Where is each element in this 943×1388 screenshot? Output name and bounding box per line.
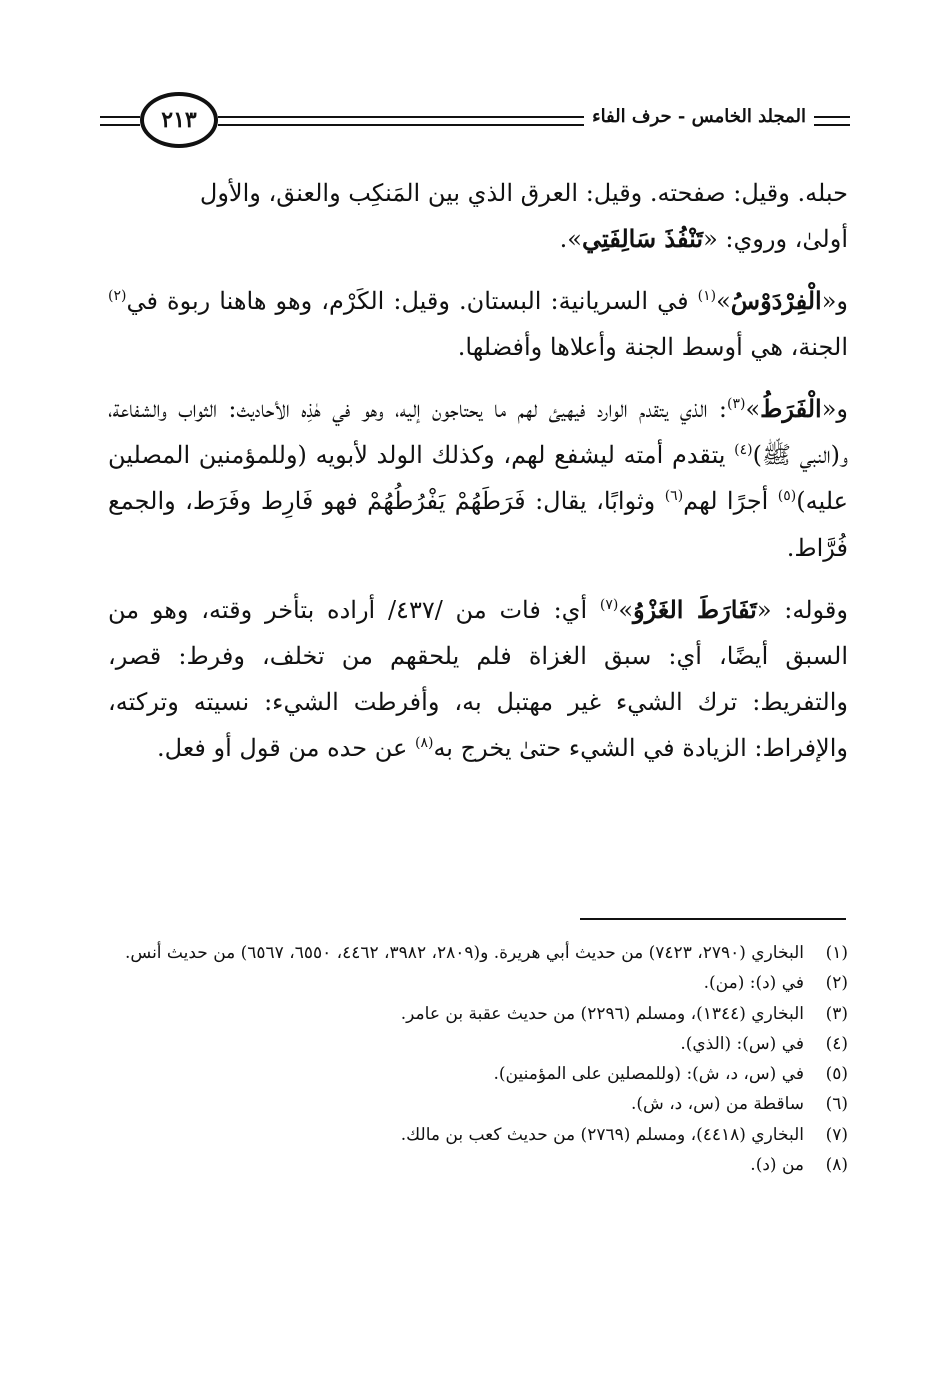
header-rule-left-lower [100,124,140,126]
quoted-term: تَفَارَطَ الغَزْوُ [633,594,757,624]
footnote-number: (٣) [825,1003,848,1024]
quoted-term: تَنْفُذَ سَالِفَتِي [581,224,704,254]
text-span: ». [559,225,582,254]
footnote-text: ساقطة من (س، د، ش). [631,1094,804,1115]
footnote-item [100,1059,848,1089]
footnote-number: (٦) [825,1094,848,1115]
footnote-text: البخاري (١٣٤٤)، ومسلم (٢٢٩٦) من حديث عقبة بن عامر. [400,1003,804,1024]
paragraph-1 [108,170,848,262]
running-title: المجلد الخامس - حرف الفاء [584,106,814,127]
footnote-ref[interactable]: (٦) [664,488,684,505]
footnote-text: في (س، د، ش): (وللمصلين على المؤمنين). [493,1064,804,1084]
text-span: » [618,595,634,624]
footnote-ref[interactable]: (٢) [108,288,127,305]
footnote-number: (٢) [825,973,848,994]
footnote-text: البخاري (٤٤١٨)، ومسلم (٢٧٦٩) من حديث كعب بن مالك. [400,1124,804,1145]
footnote-item [100,999,848,1029]
quoted-term: الْفَرَطُ [760,394,822,424]
footnote-number: (٨) [825,1154,848,1175]
footnote-item [100,968,848,998]
main-text [108,170,848,787]
paragraph-4 [108,587,848,771]
page-number: ٢١٣ [140,92,218,148]
footnote-ref[interactable]: (٨) [414,734,434,751]
text-span: » [745,395,761,424]
footnote-item [100,1029,848,1059]
text-span: حبله. وقيل: صفحته. وقيل: العرق الذي بين المَنكِب والعنق، والأول [199,179,848,207]
text-span: أجرًا لهم [683,487,778,516]
footnote-text: في (د): (من). [703,973,804,994]
text-span: يتقدم أمته ليشفع لهم، وكذلك الولد لأبويه (وللمؤمنين المصلين عليه) [108,441,848,516]
footnote-separator [580,918,846,920]
footnote-ref[interactable]: (٣) [727,396,746,413]
text-span: في السريانية: البستان. وقيل: الكَرْم، وهو هاهنا ربوة في [126,287,698,316]
footnote-item [100,938,848,968]
paragraph-3 [108,386,848,570]
footnote-ref[interactable]: (٥) [777,488,797,505]
footnotes [100,938,848,1180]
page-header [100,92,850,154]
text-span: : الذي يتقدم الوارد فيهيئ لهم ما يحتاجون إليه، وهو في هٰذِه الأحاديث: الثواب والشفاعة، و(النبي ﷺ) [108,395,848,470]
text-span: وثوابًا، يقال: فَرَطَهُمْ يَفْرُطُهُمْ فهو فَارِط وفَرَط، والجمع فُرَّاط. [108,487,848,562]
footnote-ref[interactable]: (٤) [734,442,753,459]
header-rule-left [100,116,140,118]
footnote-number: (٤) [825,1033,848,1054]
quoted-term: الْفِرْدَوْسُ [730,286,822,316]
footnote-number: (٧) [825,1124,848,1145]
footnote-ref[interactable]: (٧) [599,596,619,613]
footnote-text: من (د). [750,1154,804,1175]
text-span: وقوله: « [756,595,848,624]
footnote-item [100,1089,848,1119]
footnote-text: البخاري (٢٧٩٠، ٧٤٢٣) من حديث أبي هريرة. و(٢٨٠٩، ٣٩٨٢، ٤٤٦٢، ٦٥٥٠، ٦٥٦٧) من حديث أنس. [125,943,804,963]
footnote-ref[interactable]: (١) [697,288,717,305]
text-span: الجنة، هي أوسط الجنة وأعلاها وأفضلها. [457,333,848,362]
footnote-item [100,1150,848,1180]
footnote-text: في (س): (الذي). [680,1033,804,1054]
footnote-number: (٥) [825,1064,848,1084]
text-span: و« [821,287,848,316]
footnote-number: (١) [825,943,848,963]
text-span: و« [821,395,848,424]
text-span: أي: فات من /٤٣٧/ أراده بتأخر وقته، وهو من السبق أيضًا، أي: سبق الغزاة فلم يلحقهم من تخلف، وفرط: قصر، والتفريط: ترك الشيء غير مهتبل به، وأفرطت الشيء: نسيته وتركته، والإفراط: الزيادة في الشيء حتىٰ يخرج به [108,595,848,762]
text-span: » [716,287,731,316]
text-span: عن حده من قول أو فعل. [157,733,415,762]
text-span: أولىٰ، وروي: « [703,225,848,254]
paragraph-2 [108,278,848,370]
footnote-item [100,1120,848,1150]
